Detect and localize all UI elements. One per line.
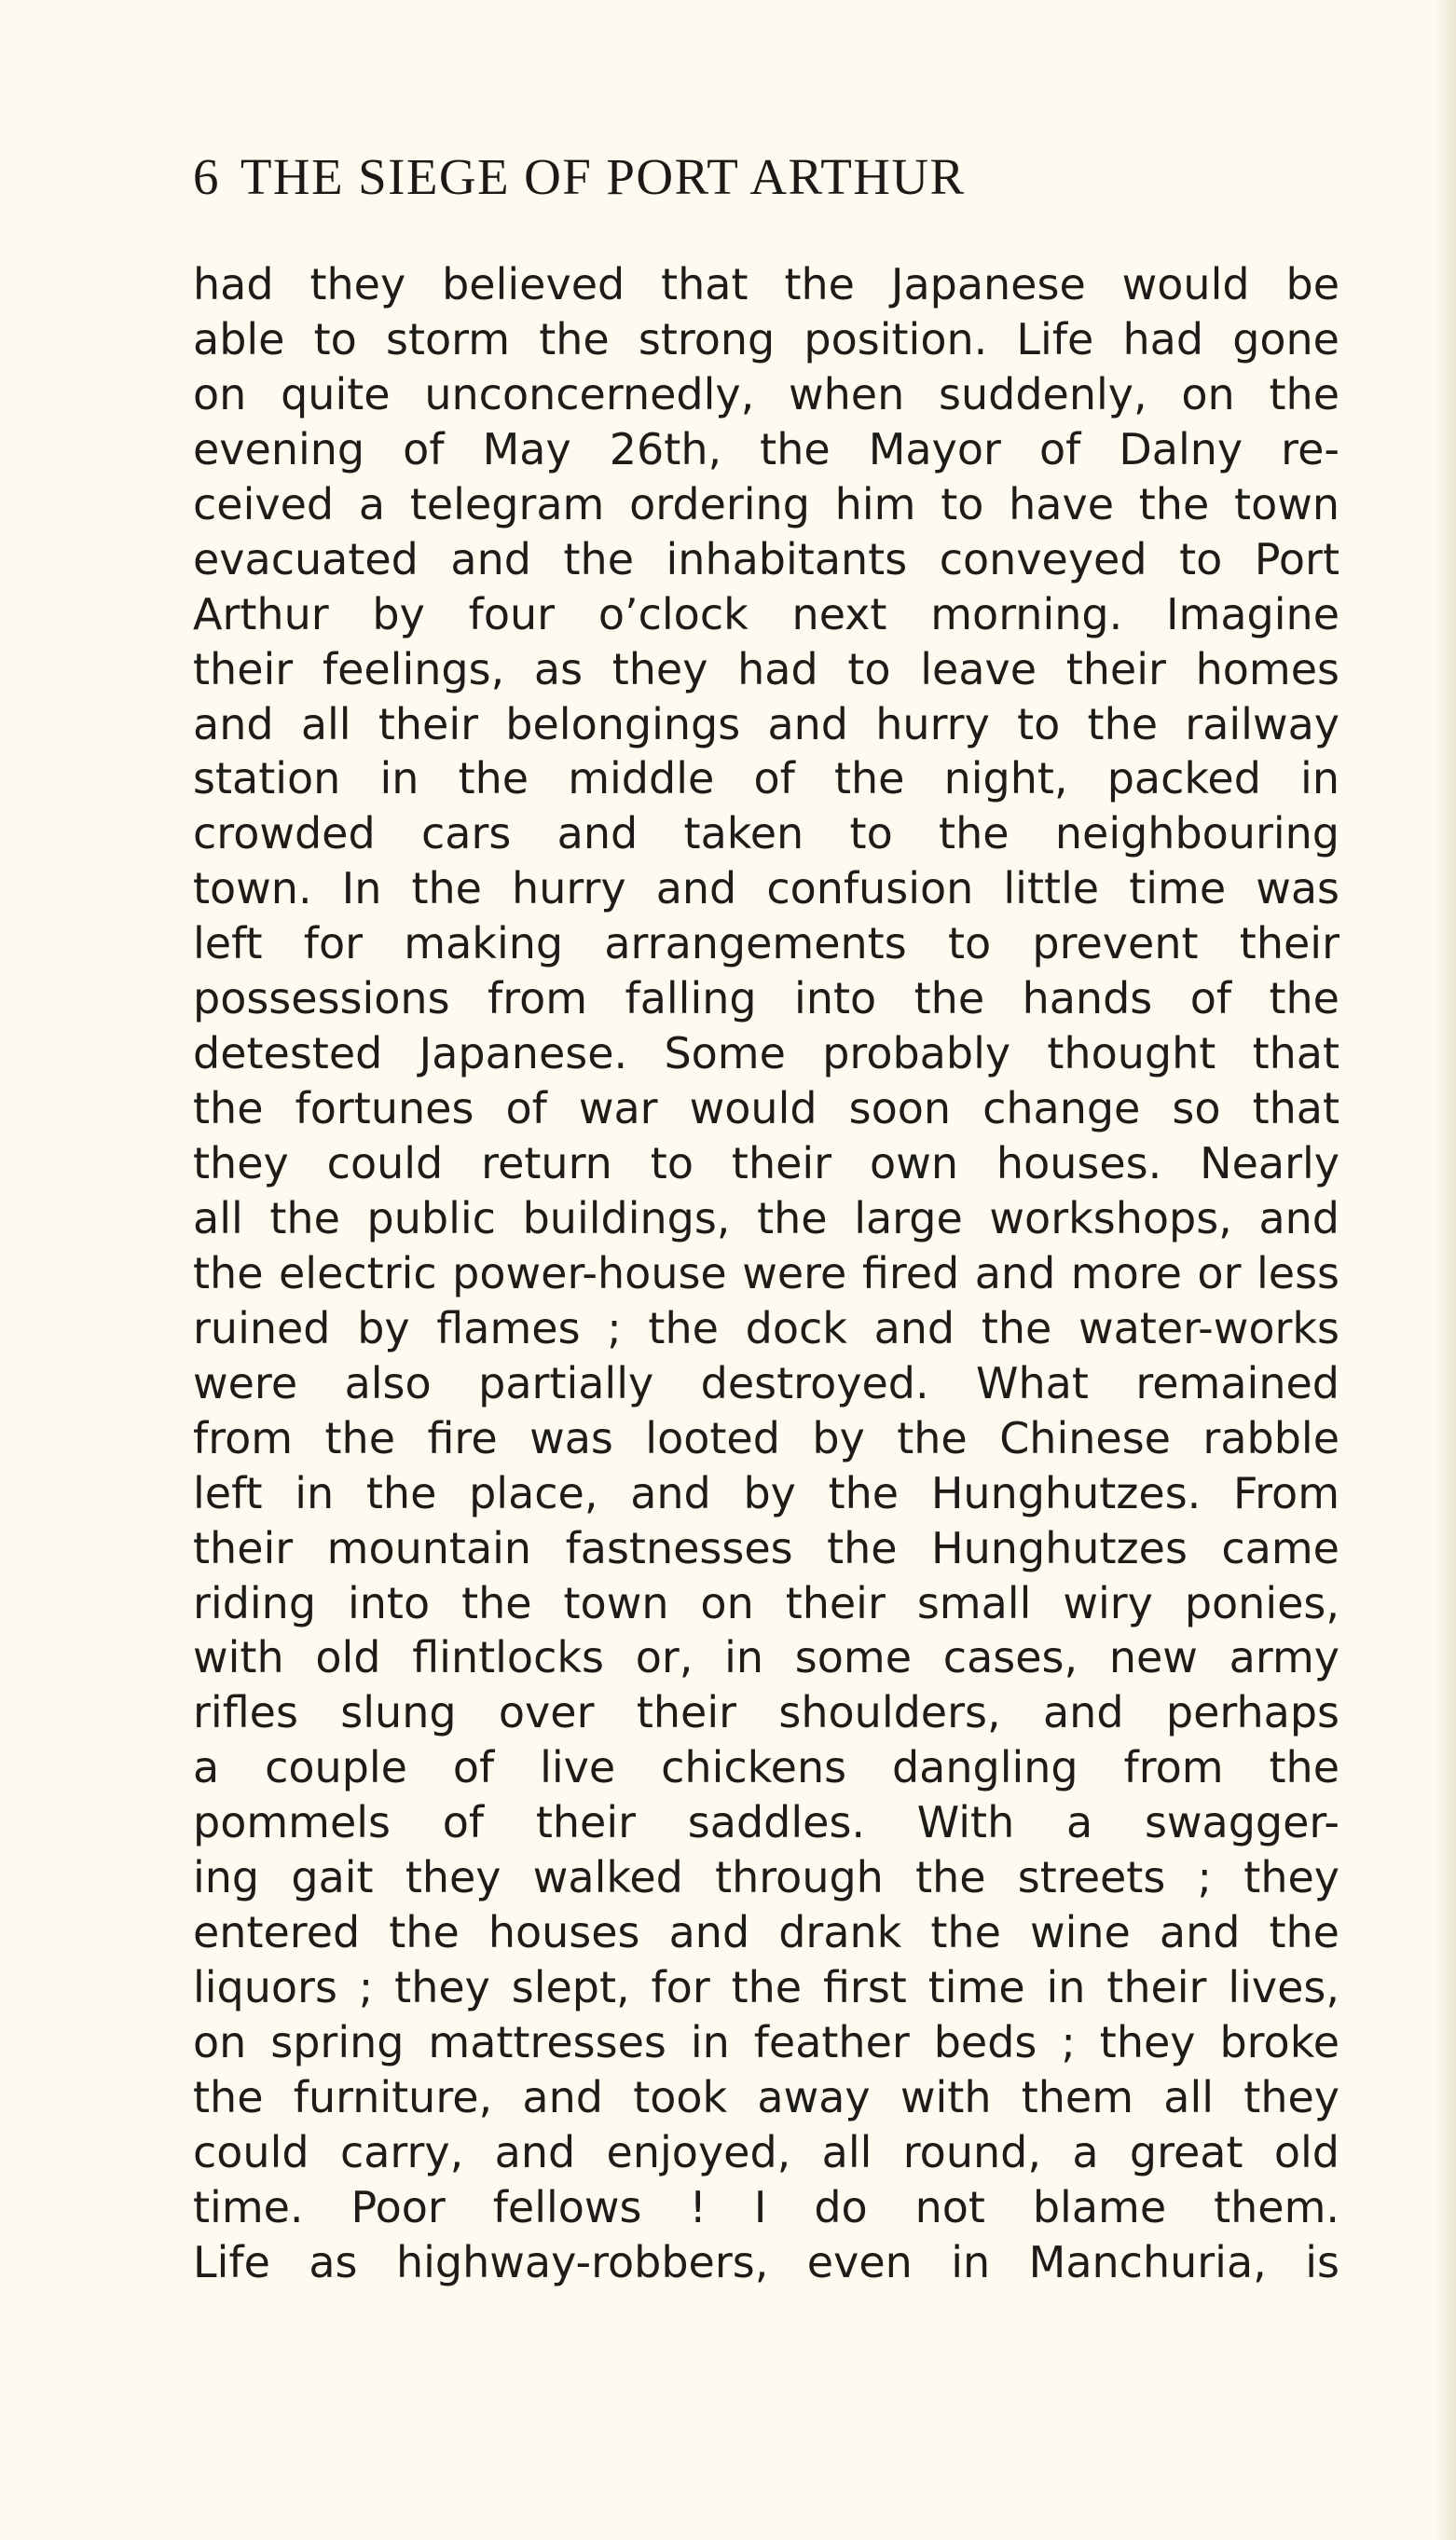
text-line: left for making arrangements to prevent their bbox=[193, 918, 1339, 969]
text-line: on quite unconcernedly, when suddenly, on the bbox=[193, 368, 1339, 419]
text-line: their mountain fastnesses the Hunghutzes came bbox=[193, 1522, 1339, 1573]
text-line: able to storm the strong position. Life had gone bbox=[193, 313, 1339, 364]
text-line: ing gait they walked through the streets ; they bbox=[193, 1852, 1339, 1903]
running-title: THE SIEGE OF PORT ARTHUR bbox=[240, 148, 966, 205]
running-head bbox=[193, 149, 1265, 205]
text-line: time. Poor fellows ! I do not blame them. bbox=[193, 2181, 1339, 2232]
text-line: a couple of live chickens dangling from the bbox=[193, 1742, 1339, 1793]
text-line: they could return to their own houses. Nearly bbox=[193, 1138, 1339, 1188]
text-line: Arthur by four o’clock next morning. Imagine bbox=[193, 588, 1339, 639]
text-line: on spring mattresses in feather beds ; they broke bbox=[193, 2017, 1339, 2067]
text-line: entered the houses and drank the wine and the bbox=[193, 1907, 1339, 1958]
body-paragraph bbox=[193, 257, 1339, 2290]
text-line: evacuated and the inhabitants conveyed to Port bbox=[193, 533, 1339, 584]
text-line: detested Japanese. Some probably thought that bbox=[193, 1028, 1339, 1079]
text-line: from the fire was looted by the Chinese rabble bbox=[193, 1412, 1339, 1463]
page-edge-shadow bbox=[1435, 0, 1456, 2540]
text-line: pommels of their saddles. With a swagger- bbox=[193, 1797, 1339, 1848]
text-line: crowded cars and taken to the neighbouring bbox=[193, 808, 1339, 859]
page-number: 6 bbox=[193, 148, 220, 205]
text-line: town. In the hurry and confusion little time was bbox=[193, 863, 1339, 914]
text-line: and all their belongings and hurry to the railway bbox=[193, 698, 1339, 749]
text-line: ceived a telegram ordering him to have the town bbox=[193, 478, 1339, 529]
text-line: evening of May 26th, the Mayor of Dalny re- bbox=[193, 423, 1339, 474]
text-line: their feelings, as they had to leave their homes bbox=[193, 643, 1339, 694]
text-line: possessions from falling into the hands of the bbox=[193, 973, 1339, 1024]
text-line: station in the middle of the night, packed in bbox=[193, 753, 1339, 804]
text-line: Life as highway-robbers, even in Manchuria, is bbox=[193, 2236, 1339, 2287]
text-line: ruined by flames ; the dock and the water-works bbox=[193, 1302, 1339, 1353]
text-line: rifles slung over their shoulders, and perhaps bbox=[193, 1687, 1339, 1738]
text-line: all the public buildings, the large workshops, and bbox=[193, 1192, 1339, 1243]
text-line: the electric power-house were fired and more or less bbox=[193, 1247, 1339, 1298]
text-line: liquors ; they slept, for the first time in their lives, bbox=[193, 1962, 1339, 2013]
text-line: riding into the town on their small wiry ponies, bbox=[193, 1577, 1339, 1628]
text-line: had they believed that the Japanese would be bbox=[193, 259, 1339, 309]
text-line: left in the place, and by the Hunghutzes. From bbox=[193, 1467, 1339, 1518]
text-line: with old flintlocks or, in some cases, new army bbox=[193, 1632, 1339, 1683]
text-line: the furniture, and took away with them all they bbox=[193, 2071, 1339, 2122]
text-line: the fortunes of war would soon change so that bbox=[193, 1083, 1339, 1134]
text-line: were also partially destroyed. What remained bbox=[193, 1357, 1339, 1408]
text-line: could carry, and enjoyed, all round, a great old bbox=[193, 2126, 1339, 2177]
